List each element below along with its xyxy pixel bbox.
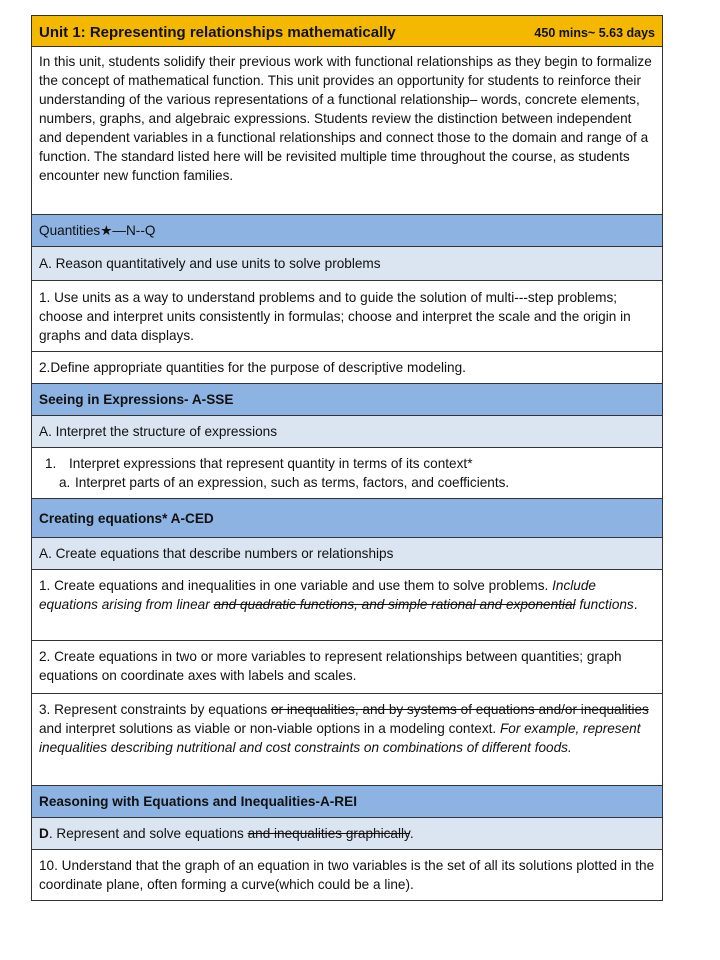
struck-text: and quadratic functions, and simple rational and exponential <box>213 597 576 612</box>
standard-text-continued: and interpret solutions as viable or non-viable options in a modeling context. <box>39 721 500 736</box>
standard-subline <box>39 473 655 492</box>
cluster-text: A. Reason quantitatively and use units to solve problems <box>39 256 381 271</box>
cluster-rei <box>31 818 663 850</box>
standard-subtext: Interpret parts of an expression, such as terms, factors, and coefficients. <box>75 475 510 490</box>
standards-table <box>31 15 663 901</box>
cluster-text: . Represent and solve equations <box>48 826 248 841</box>
unit-duration: 450 mins~ 5.63 days <box>534 25 655 40</box>
unit-title: Unit 1: Representing relationships mathematically <box>39 23 396 41</box>
cluster-ced <box>31 538 663 570</box>
unit-header <box>31 15 663 47</box>
domain-heading-text: Creating equations* A-CED <box>39 510 214 526</box>
cluster-sse <box>31 416 663 448</box>
standard-ced-2: 2. Create equations in two or more variables to represent relationships between quantities; graph equations on coordinate axes with labels and scales. <box>31 641 663 694</box>
standard-text: 3. Represent constraints by equations <box>39 702 271 717</box>
standard-nq-1: 1. Use units as a way to understand problems and to guide the solution of multi---step problems; choose and interpret units consistently in formulas; choose and interpret the scale and the origin in graphs and data displays. <box>31 281 663 352</box>
standard-text: Interpret expressions that represent quantity in terms of its context* <box>69 456 473 471</box>
domain-heading-text: Reasoning with Equations and Inequalities-A-REI <box>39 794 357 809</box>
standard-italic-end: functions <box>575 597 634 612</box>
standard-rei-10: 10. Understand that the graph of an equation in two variables is the set of all its solutions plotted in the coordinate plane, often forming a curve(which could be a line). <box>31 850 663 901</box>
cluster-letter: D <box>39 826 49 841</box>
cluster-quantities <box>31 247 663 281</box>
cluster-text: A. Create equations that describe numbers or relationships <box>39 546 394 561</box>
domain-heading-ced <box>31 499 663 538</box>
standard-italic: Include equations arising from linear <box>39 578 596 612</box>
cluster-text: A. Interpret the structure of expressions <box>39 424 278 439</box>
domain-heading-text: Seeing in Expressions- A-SSE <box>39 392 234 407</box>
standard-ced-3 <box>31 694 663 786</box>
domain-heading-quantities <box>31 215 663 247</box>
standard-line <box>39 454 655 473</box>
standard-ced-1 <box>31 570 663 641</box>
unit-description: In this unit, students solidify their previous work with functional relationships as they begin to formalize the concept of mathematical function. This unit provides an opportunity for students to reinforce their understanding of the various representations of a functional relationship– words, concrete elements, numbers, graphs, and algebraic expressions. Students review the distinction between independent and dependent variables in a functional relationships and connect those to the domain and range of a function. The standard listed here will be revisited multiple time throughout the course, as students encounter new function families. <box>31 47 663 215</box>
struck-text: and inequalities graphically <box>247 826 410 841</box>
struck-text: or inequalities, and by systems of equations and/or inequalities <box>270 702 649 717</box>
standard-text: 2.Define appropriate quantities for the purpose of descriptive modeling. <box>39 360 466 375</box>
period: . <box>409 826 414 841</box>
domain-heading-sse <box>31 384 663 416</box>
standard-text: 1. Create equations and inequalities in one variable and use them to solve problems. <box>39 578 553 593</box>
list-number: 1. <box>45 456 57 471</box>
standard-nq-2 <box>31 352 663 384</box>
list-letter: a. <box>59 475 71 490</box>
period: . <box>633 597 638 612</box>
example-italic: For example, represent inequalities describing nutritional and cost constraints on combinations of different foods. <box>39 721 641 755</box>
domain-heading-text: Quantities★—N--Q <box>39 223 156 238</box>
standard-sse-1 <box>31 448 663 499</box>
domain-heading-rei <box>31 786 663 818</box>
